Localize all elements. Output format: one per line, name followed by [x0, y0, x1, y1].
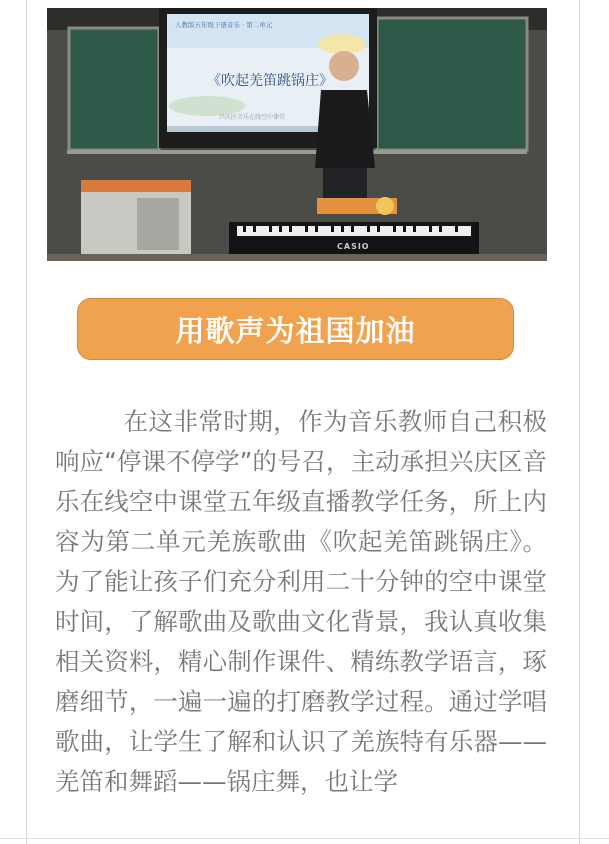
screen-subtitle: 人教版五年级下册音乐 · 第二单元 [175, 21, 273, 29]
screen-title: 《吹起羌笛跳锅庄》 [207, 73, 333, 89]
article-body [55, 402, 547, 802]
screen-footer: 兴庆区音乐在线空中课堂 [219, 114, 286, 121]
article-paragraph: 在这非常时期，作为音乐教师自己积极响应“停课不停学”的号召，主动承担兴庆区音乐在线空中课堂五年级直播教学任务，所上内容为第二单元羌族歌曲《吹起羌笛跳锅庄》。为了能让孩子们充分利用二十分钟的空中课堂时间，了解歌曲及歌曲文化背景，我认真收集相关资料，精心制作课件、精练教学语言，琢磨细节，一遍一遍的打磨教学过程。通过学唱歌曲，让学生了解和认识了羌族特有乐器——羌笛和舞蹈——锅庄舞，也让学 [55, 407, 547, 796]
article-container [26, 0, 580, 844]
piano-brand: CASIO [337, 242, 370, 251]
bottom-divider [0, 838, 609, 839]
section-title: 用歌声为祖国加油 [175, 313, 416, 348]
section-title-banner [77, 298, 514, 360]
classroom-photo[interactable] [47, 8, 547, 261]
classroom-photo-illustration [47, 8, 547, 261]
